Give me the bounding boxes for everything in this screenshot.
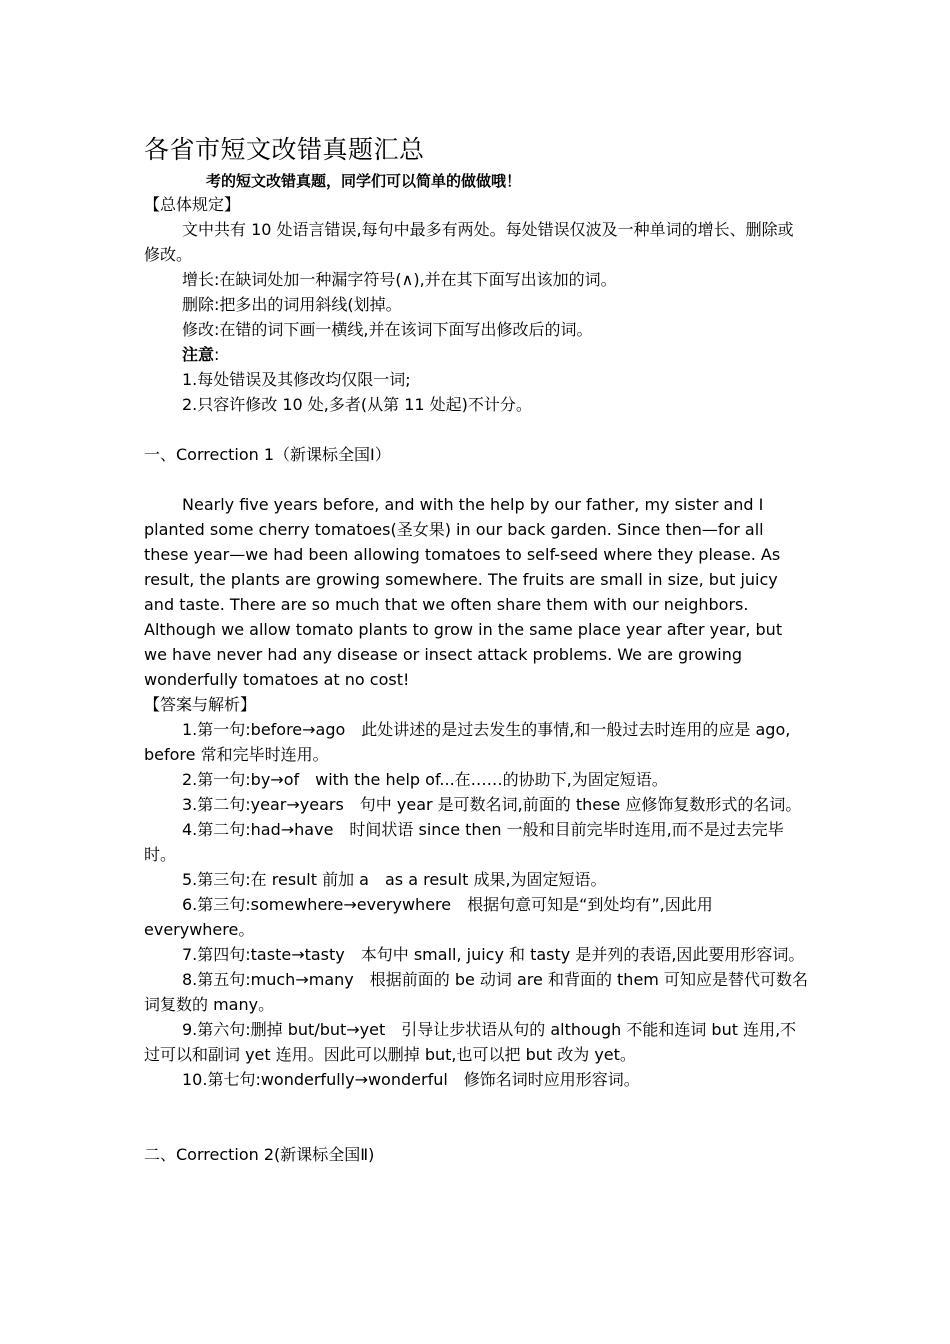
rule-paragraph: 修改:在错的词下画一横线,并在该词下面写出修改后的词。 <box>182 320 593 339</box>
answer-item: 8.第五句:much→many 根据前面的 be 动词 are 和背面的 them 可知应是替代可数名词复数的 many。 <box>144 970 808 1014</box>
note-line <box>144 342 808 367</box>
answer-item: 2.第一句:by→of with the help of...在……的协助下,为固定短语。 <box>182 770 668 789</box>
note-item: 1.每处错误及其修改均仅限一词; <box>182 370 411 389</box>
section-heading: 二、Correction 2(新课标全国Ⅱ) <box>144 1145 375 1164</box>
answer-item: 4.第二句:had→have 时间状语 since then 一般和目前完毕时连用,而不是过去完毕时。 <box>144 820 784 864</box>
section-heading: 一、Correction 1（新课标全国Ⅰ） <box>144 445 391 464</box>
answer-item: 10.第七句:wonderfully→wonderful 修饰名词时应用形容词。 <box>182 1070 640 1089</box>
spacer <box>144 1092 808 1142</box>
answer-item: 7.第四句:taste→tasty 本句中 small, juicy 和 tasty 是并列的表语,因此要用形容词。 <box>182 945 805 964</box>
document-subtitle: 考的短文改错真题，同学们可以简单的做做哦！ <box>206 172 522 190</box>
answer-item: 9.第六句:删掉 but/but→yet 引导让步状语从句的 although 不能和连词 but 连用,不过可以和副词 yet 连用。因此可以删掉 but,也可以把 but 改为 yet。 <box>144 1020 797 1064</box>
answers-heading: 【答案与解析】 <box>144 695 257 714</box>
note-item: 2.只容许修改 10 处,多者(从第 11 处起)不计分。 <box>182 395 532 414</box>
rule-paragraph: 删除:把多出的词用斜线(划掉。 <box>182 295 402 314</box>
document-title: 各省市短文改错真题汇总 <box>144 135 425 164</box>
rule-paragraph: 增长:在缺词处加一种漏字符号(∧),并在其下面写出该加的词。 <box>182 270 617 289</box>
spacer <box>144 467 808 492</box>
note-colon: : <box>214 345 220 364</box>
rules-heading: 【总体规定】 <box>144 195 241 214</box>
answer-item: 6.第三句:somewhere→everywhere 根据句意可知是“到处均有”,因此用 everywhere。 <box>144 895 713 939</box>
passage-text: Nearly five years before, and with the help by our father, my sister and I planted some cherry tomatoes(圣女果) in our back garden. Since then—for all these year—we had been allowing tomatoes to self-seed where they please. As result, the plants are growing somewhere. The fruits are small in size, but juicy and taste. There are so much that we often share them with our neighbors. Although we allow tomato plants to grow in the same place year after year, but we have never had any disease or insect attack problems. We are growing wonderfully tomatoes at no cost! <box>144 495 783 689</box>
answer-item: 3.第二句:year→years 句中 year 是可数名词,前面的 these 应修饰复数形式的名词。 <box>182 795 802 814</box>
document-page <box>144 130 808 1167</box>
note-label: 注意 <box>182 345 215 364</box>
spacer <box>144 417 808 442</box>
answer-item: 5.第三句:在 result 前加 a as a result 成果,为固定短语。 <box>182 870 607 889</box>
answer-item: 1.第一句:before→ago 此处讲述的是过去发生的事情,和一般过去时连用的应是 ago, before 常和完毕时连用。 <box>144 720 791 764</box>
rule-paragraph: 文中共有 10 处语言错误,每句中最多有两处。每处错误仅波及一种单词的增长、删除或修改。 <box>144 220 794 264</box>
